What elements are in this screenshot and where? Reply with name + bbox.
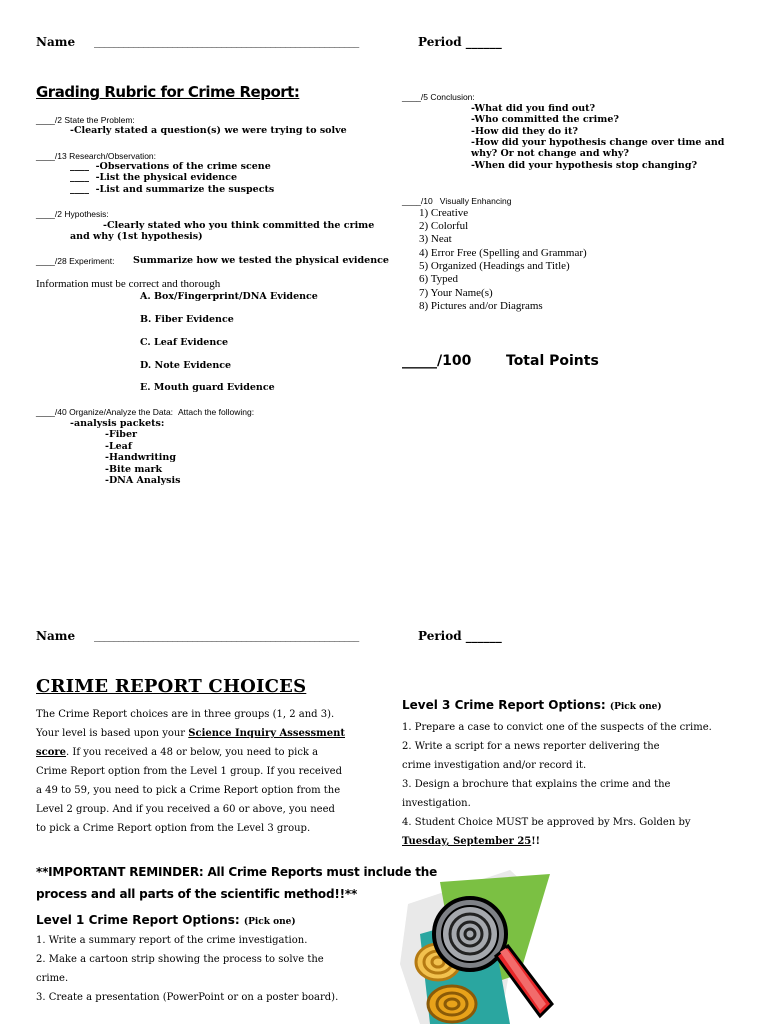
research-heading: ____/13 Research/Observation: xyxy=(36,151,157,161)
packet-item: -DNA Analysis xyxy=(105,475,181,486)
level1-option: 2. Make a cartoon strip showing the process to solve the xyxy=(36,954,324,965)
conclusion-item: -How did they do it? xyxy=(471,126,578,137)
level3-heading xyxy=(402,698,662,712)
intro-line: to pick a Crime Report option from the Level 3 group. xyxy=(36,823,311,834)
level3-title: Level 3 Crime Report Options: xyxy=(402,698,606,712)
assessment-name: Science Inquiry Assessment xyxy=(188,728,345,739)
evidence-item: A. Box/Fingerprint/DNA Evidence xyxy=(140,291,318,302)
evidence-item: B. Fiber Evidence xyxy=(140,314,234,325)
level1-option: 1. Write a summary report of the crime investigation. xyxy=(36,935,308,946)
intro-line: Level 2 group. And if you received a 60 or above, you need xyxy=(36,804,335,815)
visual-item: 3) Neat xyxy=(419,233,452,245)
level3-option: 2. Write a script for a news reporter delivering the xyxy=(402,741,660,752)
level3-option: 1. Prepare a case to convict one of the suspects of the crime. xyxy=(402,722,712,733)
conclusion-item: -What did you find out? xyxy=(471,103,596,114)
due-date: Tuesday, September 25 xyxy=(402,836,532,847)
evidence-item: E. Mouth guard Evidence xyxy=(140,382,275,393)
intro-line xyxy=(36,743,318,762)
hypothesis-heading: ____/2 Hypothesis: xyxy=(36,209,109,219)
level1-heading xyxy=(36,913,296,927)
visual-item: 5) Organized (Headings and Title) xyxy=(419,260,570,272)
visual-item: 6) Typed xyxy=(419,273,459,285)
important-reminder: **IMPORTANT REMINDER: All Crime Reports must include the xyxy=(36,865,438,879)
research-item: ____ -List the physical evidence xyxy=(70,172,238,183)
conclusion-item: -Who committed the crime? xyxy=(471,114,619,125)
name-line[interactable]: ______________________________________________________ xyxy=(94,35,359,48)
organize-heading: ____/40 Organize/Analyze the Data: xyxy=(36,407,174,417)
name-label: Name xyxy=(36,35,76,49)
level1-option-cont: crime. xyxy=(36,973,69,984)
problem-heading: ____/2 State the Problem: xyxy=(36,115,135,125)
choices-title: CRIME REPORT CHOICES xyxy=(36,676,307,697)
conclusion-item: -When did your hypothesis stop changing? xyxy=(471,160,698,171)
problem-item: -Clearly stated a question(s) we were trying to solve xyxy=(70,125,347,136)
total-points-label: Total Points xyxy=(506,353,599,369)
packet-item: -Leaf xyxy=(105,441,132,452)
name-line[interactable]: ______________________________________________________ xyxy=(94,629,359,642)
visual-item: 4) Error Free (Spelling and Grammar) xyxy=(419,247,587,259)
rubric-title: Grading Rubric for Crime Report: xyxy=(36,83,300,101)
research-item: ____ -List and summarize the suspects xyxy=(70,184,275,195)
magnifying-glass-fingerprint-icon xyxy=(400,864,560,1024)
level3-option: 3. Design a brochure that explains the crime and the xyxy=(402,779,671,790)
level1-option: 3. Create a presentation (PowerPoint or on a poster board). xyxy=(36,992,339,1003)
name-label: Name xyxy=(36,629,76,643)
level3-option-cont: investigation. xyxy=(402,798,471,809)
level1-title: Level 1 Crime Report Options: xyxy=(36,913,240,927)
experiment-heading: ____/28 Experiment: xyxy=(36,256,115,266)
info-line: Information must be correct and thorough xyxy=(36,278,221,290)
packet-item: -Handwriting xyxy=(105,452,176,463)
level3-pick: (Pick one) xyxy=(609,702,662,712)
level3-option-cont: crime investigation and/or record it. xyxy=(402,760,587,771)
period-label[interactable]: Period ______ xyxy=(418,35,502,49)
packet-item: -Bite mark xyxy=(105,464,163,475)
intro-line xyxy=(36,724,345,743)
level1-pick: (Pick one) xyxy=(243,917,296,927)
intro-line: a 49 to 59, you need to pick a Crime Report option from the xyxy=(36,785,341,796)
hypothesis-item-cont: and why (1st hypothesis) xyxy=(70,231,203,242)
conclusion-heading: ____/5 Conclusion: xyxy=(402,92,475,102)
intro-line: Crime Report option from the Level 1 group. If you received xyxy=(36,766,343,777)
intro-text: . If you received a 48 or below, you need to pick a xyxy=(66,747,319,758)
packet-item: -Fiber xyxy=(105,429,137,440)
experiment-text: Summarize how we tested the physical evidence xyxy=(133,255,389,266)
due-suffix: !! xyxy=(531,836,541,847)
visual-heading: ____/10 Visually Enhancing xyxy=(402,196,512,206)
intro-line: The Crime Report choices are in three groups (1, 2 and 3). xyxy=(36,709,335,720)
total-blank[interactable]: _____/100 xyxy=(402,353,472,369)
assessment-score: score xyxy=(36,747,67,758)
visual-item: 8) Pictures and/or Diagrams xyxy=(419,300,543,312)
evidence-item: C. Leaf Evidence xyxy=(140,337,229,348)
evidence-item: D. Note Evidence xyxy=(140,360,232,371)
visual-item: 7) Your Name(s) xyxy=(419,287,493,299)
period-label[interactable]: Period ______ xyxy=(418,629,502,643)
due-line xyxy=(402,832,540,851)
visual-item: 1) Creative xyxy=(419,207,469,219)
hypothesis-item: -Clearly stated who you think committed the crime xyxy=(103,220,375,231)
organize-text: Attach the following: xyxy=(178,407,255,417)
visual-item: 2) Colorful xyxy=(419,220,469,232)
research-item: ____ -Observations of the crime scene xyxy=(70,161,271,172)
packets-label: -analysis packets: xyxy=(70,418,165,429)
conclusion-item: why? Or not change and why? xyxy=(471,148,629,159)
intro-text: Your level is based upon your xyxy=(36,728,189,739)
level3-option: 4. Student Choice MUST be approved by Mrs. Golden by xyxy=(402,817,691,828)
conclusion-item: -How did your hypothesis change over time and xyxy=(471,137,725,148)
important-reminder-cont: process and all parts of the scientific method!!** xyxy=(36,887,358,901)
